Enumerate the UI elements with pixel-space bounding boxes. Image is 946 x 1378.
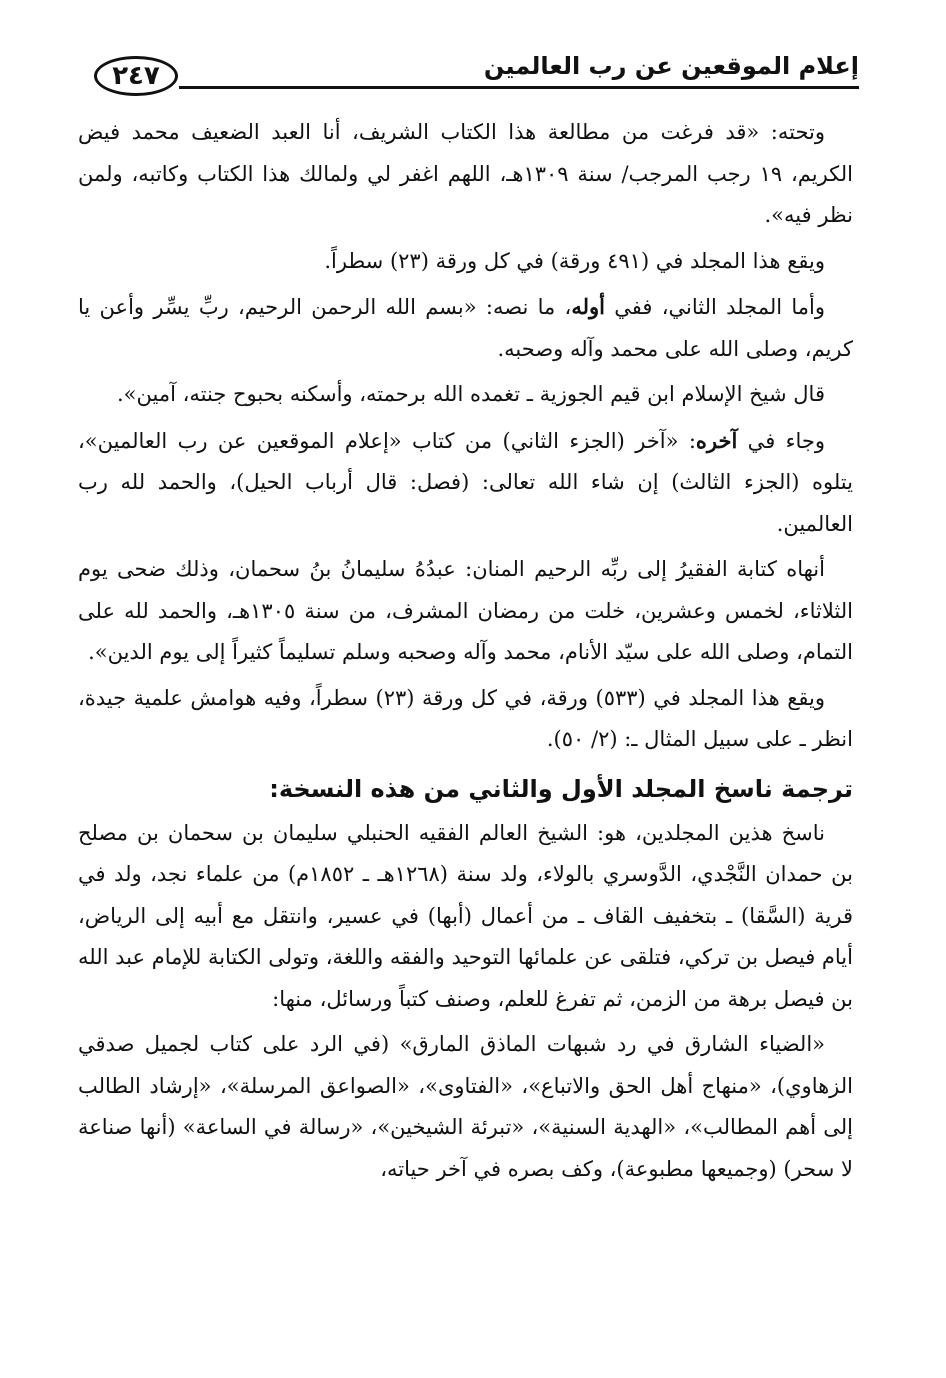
- text-span: ، ما نصه: «بسم الله الرحمن الرحيم، ربِّ يسِّر وأعن يا كريم، وصلى الله على محمد وآله وصحبه.: [78, 295, 853, 361]
- paragraph: [78, 420, 853, 546]
- paragraph: أنهاه كتابة الفقيرُ إلى ربِّه الرحيم المنان: عبدُهُ سليمانُ بنُ سحمان، وذلك ضحى يوم الثلاثاء، لخمس وعشرين، خلت من رمضان المشرف، من سنة ١٣٠٥هـ، والحمد لله على التمام، وصلى الله على سيّد الأنام، محمد وآله وصحبه وسلم تسليماً كثيراً إلى يوم الدين».: [78, 557, 853, 664]
- bold-term: آخره: [695, 427, 738, 453]
- paragraph: [78, 286, 853, 370]
- running-title: إعلام الموقعين عن رب العالمين: [483, 52, 859, 80]
- page-number-badge: ٢٤٧: [94, 56, 178, 96]
- section-heading: ترجمة ناسخ المجلد الأول والثاني من هذه النسخة:: [269, 774, 853, 803]
- paragraph: ناسخ هذين المجلدين، هو: الشيخ العالم الفقيه الحنبلي سليمان بن سحمان بن مصلح بن حمدان النَّجْدي، الدَّوسري بالولاء، ولد سنة (١٢٦٨هـ ـ ١٨٥٢م) من علماء نجد، ولد في قرية (السَّقا) ـ بتخفيف القاف ـ من أعمال (أبها) في عسير، وانتقل مع أبيه إلى الرياض، أيام فيصل بن تركي، فتلقى عن علمائها التوحيد والفقه واللغة، وتولى الكتابة للإمام عبد الله بن فيصل برهة من الزمن، ثم تفرغ للعلم، وصنف كتباً ورسائل، منها:: [78, 820, 853, 1011]
- text-span: وأما المجلد الثاني، ففي: [604, 295, 825, 319]
- paragraph: «الضياء الشارق في رد شبهات الماذق المارق» (في الرد على كتاب لجميل صدقي الزهاوي)، «منهاج أهل الحق والاتباع»، «الفتاوى»، «الصواعق المرسلة»، «إرشاد الطالب إلى أهم المطالب»، «الهدية السنية»، «تبرئة الشيخين»، «رسالة في الساعة» (أنها صناعة لا سحر) (وجميعها مطبوعة)، وكف بصره في آخر حياته،: [78, 1032, 853, 1181]
- paragraph: وتحته: «قد فرغت من مطالعة هذا الكتاب الشريف، أنا العبد الضعيف محمد فيض الكريم، ١٩ رجب المرجب/ سنة ١٣٠٩هـ، اللهم اغفر لي ولمالك هذا الكتاب وكاتبه، ولمن نظر فيه».: [78, 120, 853, 227]
- page-header: [84, 46, 859, 102]
- page-body: [78, 112, 853, 1194]
- text-span: : «آخر (الجزء الثاني) من كتاب «إعلام الموقعين عن رب العالمين»، يتلوه (الجزء الثالث) إن شاء الله تعالى: (فصل: قال أرباب الحيل)، والحمد لله رب العالمين.: [78, 428, 853, 536]
- paragraph: قال شيخ الإسلام ابن قيم الجوزية ـ تغمده الله برحمته، وأسكنه بحبوح جنته، آمين».: [117, 382, 825, 406]
- text-span: وجاء في: [737, 428, 825, 453]
- bold-term: أوله: [571, 294, 605, 319]
- paragraph: ويقع هذا المجلد في (٥٣٣) ورقة، في كل ورقة (٢٣) سطراً، وفيه هوامش علمية جيدة، انظر ـ على سبيل المثال ـ: (٢/ ٥٠).: [78, 685, 853, 751]
- paragraph: ويقع هذا المجلد في (٤٩١ ورقة) في كل ورقة (٢٣) سطراً.: [324, 248, 825, 273]
- header-rule: [179, 86, 859, 89]
